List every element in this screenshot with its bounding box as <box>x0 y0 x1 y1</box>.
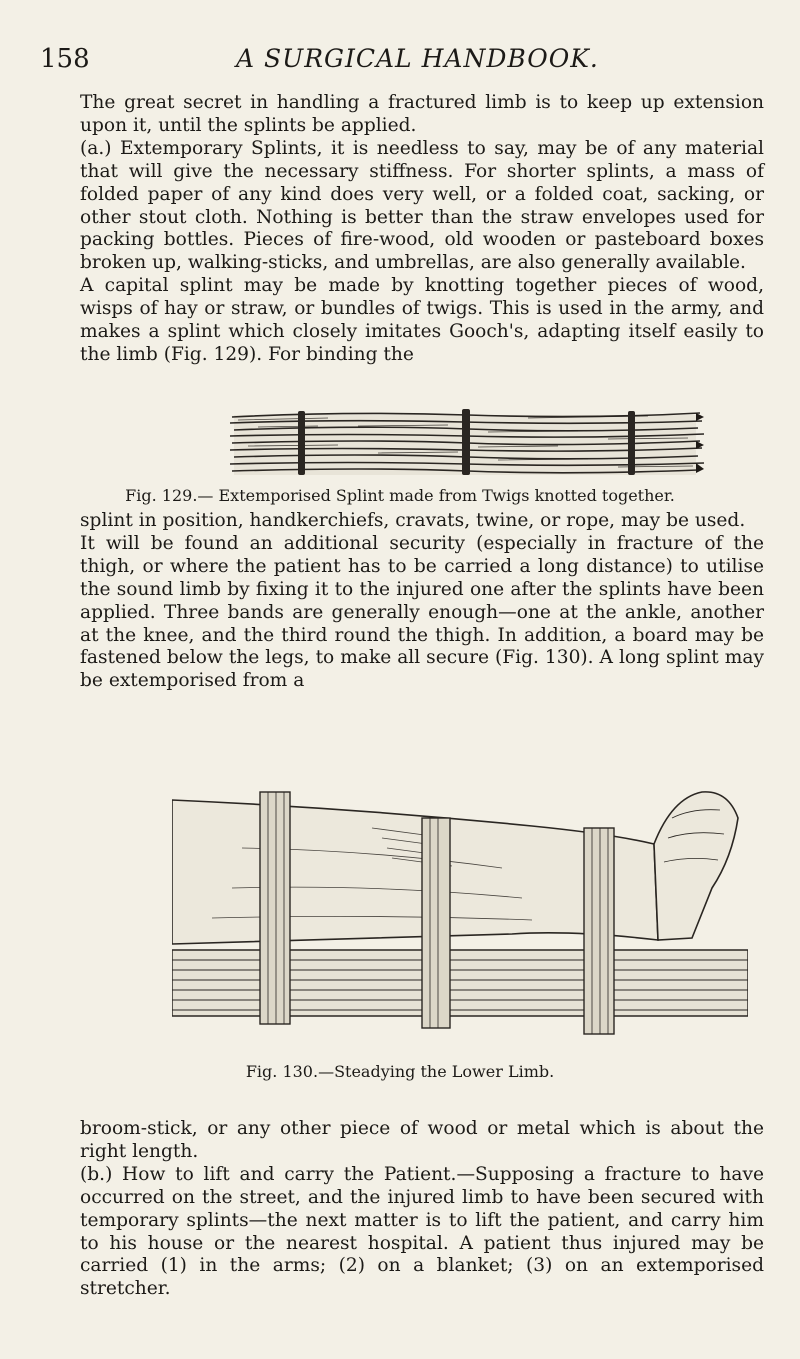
paragraph: broom-stick, or any other piece of wood or metal which is about the right length. <box>80 1118 764 1162</box>
text-block-top <box>80 92 764 367</box>
figure-130-lower-limb <box>172 788 748 1050</box>
text-block-middle <box>80 510 764 693</box>
page-number: 158 <box>40 44 90 74</box>
figure-129-caption: Fig. 129.— Extemporised Splint made from Twigs knotted together. <box>125 486 675 505</box>
running-head <box>40 44 760 78</box>
paragraph: splint in position, handkerchiefs, cravats, twine, or rope, may be used. <box>80 510 746 531</box>
figure-129-twig-splint <box>228 403 704 479</box>
paragraph: (b.) How to lift and carry the Patient.—Supposing a fracture to have occurred on the street, and the injured limb to have been secured with temporary splints—the next matter is to lift the patient, and carry him to his house or the nearest hospital. A patient thus injured may be carried (1) in the arms; (2) on a blanket; (3) on an extemporised stretcher. <box>80 1163 764 1300</box>
paragraph: It will be found an additional security (especially in fracture of the thigh, or where the patient has to be carried a long distance) to utilise the sound limb by fixing it to the injured one after the splints have been applied. Three bands are generally enough—one at the ankle, another at the knee, and the third round the thigh. In addition, a board may be fastened below the legs, to make all secure (Fig. 130). A long splint may be extemporised from a <box>80 532 764 692</box>
paragraph: (a.) Extemporary Splints, it is needless to say, may be of any material that will give the necessary stiffness. For shorter splints, a mass of folded paper of any kind does very well, or a folded coat, sacking, or other stout cloth. Nothing is better than the straw envelopes used for packing bottles. Pieces of fire-wood, old wooden or pasteboard boxes broken up, walking-sticks, and umbrellas, are also generally available. <box>80 137 764 274</box>
paragraph: A capital splint may be made by knotting together pieces of wood, wisps of hay or straw, or bundles of twigs. This is used in the army, and makes a splint which closely imitates Gooch's, adapting itself easily to the limb (Fig. 129). For binding the <box>80 275 764 365</box>
running-title: A SURGICAL HANDBOOK. <box>236 44 599 73</box>
figure-130-caption: Fig. 130.—Steadying the Lower Limb. <box>245 1062 555 1081</box>
text-block-bottom <box>80 1118 764 1301</box>
paragraph: The great secret in handling a fractured limb is to keep up extension upon it, until the splints be applied. <box>80 92 764 136</box>
